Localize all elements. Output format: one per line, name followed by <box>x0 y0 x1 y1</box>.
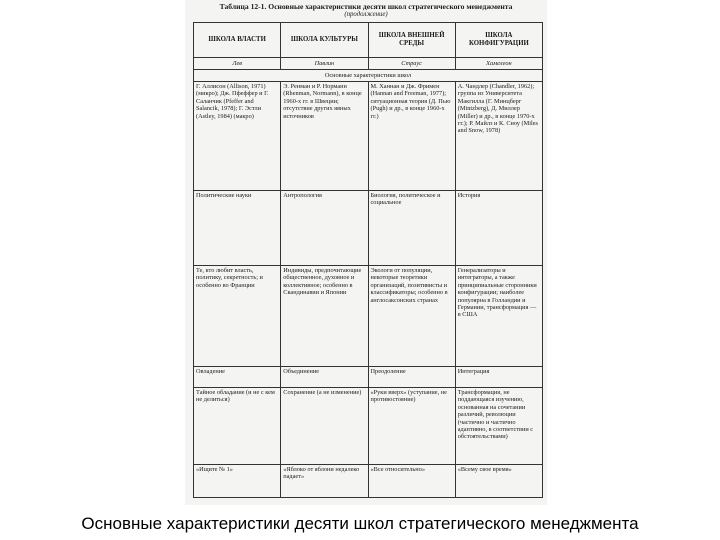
table-cell: История <box>455 191 542 266</box>
section-label: Основные характеристики школ <box>194 70 543 82</box>
header-cell: ШКОЛА КУЛЬТУРЫ <box>281 23 368 58</box>
table-cell: Тайное обладание (и не с кем не делиться) <box>194 388 281 465</box>
table-cell: Политические науки <box>194 191 281 266</box>
table-cell: Э. Ренман и Р. Норманн (Rhenman, Normann), в конце 1960-х гг. в Швеции; отсутствие других явных источников <box>281 82 368 191</box>
table-title: Таблица 12-1. Основные характеристики десяти школ стратегического менеджмента <box>219 2 513 11</box>
table-cell: Экологи от популяции, некоторые теоретики организаций, позитивисты и классификаторы; особенно в англосаксонских странах <box>368 266 455 367</box>
table-cell: «Яблоко от яблони недалеко падает» <box>281 465 368 498</box>
table-row <box>194 465 543 498</box>
table-cell: А. Чандлер (Chandler, 1962); группа из Университета Макгилла (Г. Минцберг (Mintzberg), Д. Миллер (Miller) и др., в конце 1970-х гг.); Р. Майлз и К. Сноу (Miles and Snow, 1978) <box>455 82 542 191</box>
schools-table <box>193 22 543 498</box>
table-cell: Генерализаторы и интеграторы, а также принципиальные сторонники конфигурации; наиболее популярна в Голландии и Германии, трансформация — в США <box>455 266 542 367</box>
table-row <box>194 388 543 465</box>
symbol-cell: Лев <box>194 58 281 70</box>
header-cell: ШКОЛА КОНФИГУРАЦИИ <box>455 23 542 58</box>
table-cell: «Все относительно» <box>368 465 455 498</box>
table-cell: Индивиды, предпочитающие общественное, духовное и коллективное; особенно в Скандинавии и Японии <box>281 266 368 367</box>
table-cell: Антропология <box>281 191 368 266</box>
table-cell: «Руки вверх» (уступание, не противостояние) <box>368 388 455 465</box>
header-cell: ШКОЛА ВНЕШНЕЙ СРЕДЫ <box>368 23 455 58</box>
table-cell: «Всему свое время» <box>455 465 542 498</box>
table-cell: Объединение <box>281 367 368 388</box>
table-row <box>194 367 543 388</box>
table-cell: Г. Аллисон (Allison, 1971) (микро); Дж. Пфеффер и Г. Саланчик (Pfeffer and Salancik, 1978); Г. Эстли (Astley, 1984) (макро) <box>194 82 281 191</box>
table-cell: Биология, политическое и социальное <box>368 191 455 266</box>
table-cell: «Ищите № 1» <box>194 465 281 498</box>
table-subtitle: (продолжение) <box>344 11 388 18</box>
table-cell: Овладение <box>194 367 281 388</box>
table-cell: Трансформация, не поддающаяся изучению, основанная на сочетании различий, революции (частично и частично адаптивно, в соответствии с обстоятельствами) <box>455 388 542 465</box>
table-row <box>194 82 543 191</box>
table-cell: Те, кто любит власть, политику, секретность; и особенно во Франции <box>194 266 281 367</box>
table-cell: Сохранение (а не изменение) <box>281 388 368 465</box>
slide-caption: Основные характеристики десяти школ стратегического менеджмента <box>81 514 639 533</box>
table-cell: Преодоление <box>368 367 455 388</box>
table-cell: Интеграция <box>455 367 542 388</box>
table-row <box>194 191 543 266</box>
table-cell: М. Ханнан и Дж. Фримен (Hannan and Freeman, 1977); ситуационная теория (Д. Пью (Pugh) и др., в конце 1960-х гг.) <box>368 82 455 191</box>
header-row <box>194 23 543 58</box>
symbol-row <box>194 58 543 70</box>
header-cell: ШКОЛА ВЛАСТИ <box>194 23 281 58</box>
scanned-page <box>185 0 547 505</box>
section-row <box>194 70 543 82</box>
symbol-cell: Хамелеон <box>455 58 542 70</box>
symbol-cell: Павлин <box>281 58 368 70</box>
symbol-cell: Страус <box>368 58 455 70</box>
table-row <box>194 266 543 367</box>
